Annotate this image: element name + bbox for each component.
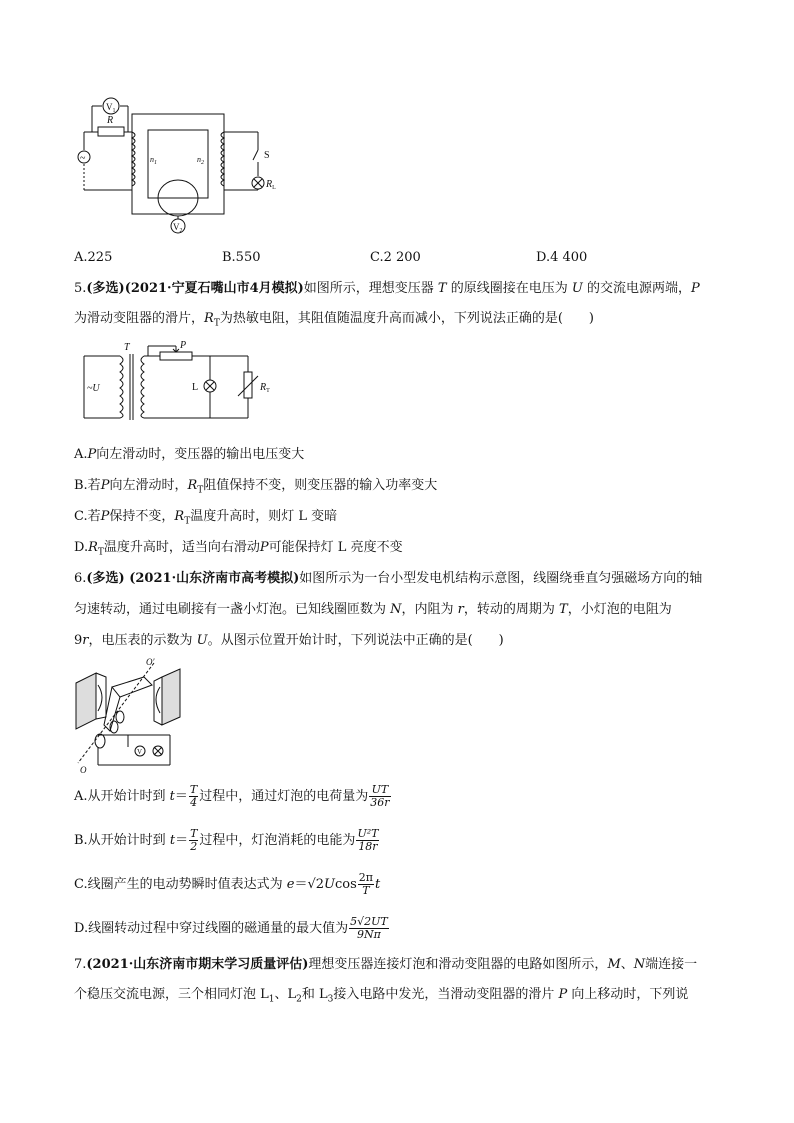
fig4-s-label: S bbox=[264, 150, 270, 161]
q6-option-d: D.线圈转动过程中穿过线圈的磁通量的最大值为 $\frac{5√2UT}{9N\pi}$ bbox=[74, 915, 388, 941]
q5-stem-line2: 为滑动变阻器的滑片，$R_T$为热敏电阻，其阻值随温度升高而减小，下列说法正确的是( ) bbox=[74, 311, 594, 329]
fig6-o-bot: O bbox=[80, 765, 87, 775]
fig5-rt-label: $R_T$ bbox=[260, 382, 270, 394]
q7-stem-line2: 个稳压交流电源，三个相同灯泡 $L_1$、$L_2$和 $L_3$接入电路中发光，当滑动变阻器的滑片 P 向上移动时，下列说 bbox=[74, 987, 689, 1005]
fig6-o-top: O′ bbox=[146, 657, 155, 667]
fig4-r-label: R bbox=[107, 115, 114, 126]
q6-option-a: A.从开始计时到 t＝ $\frac{T}{4}$ 过程中，通过灯泡的电荷量为 $\frac{UT}{36r}$ bbox=[74, 783, 390, 809]
q4-option-b: B.550 bbox=[222, 250, 261, 265]
q5-option-a: A.P向左滑动时，变压器的输出电压变大 bbox=[74, 447, 305, 462]
q5-option-d: $D.R_T$温度升高时，适当向右滑动P可能保持灯 L 亮度不变 bbox=[74, 540, 403, 558]
fig6-v-label: V bbox=[137, 748, 143, 756]
q7-stem-line1: 7.(2021·山东济南市期末学习质量评估)理想变压器连接灯泡和滑动变阻器的电路如图所示，M、N端连接一 bbox=[74, 957, 698, 972]
fig5-u-label: ~U bbox=[87, 383, 100, 394]
q6-stem-line1: 6.(多选) (2021·山东济南市高考模拟)如图所示为一台小型发电机结构示意图，线圈绕垂直匀强磁场方向的轴 bbox=[74, 571, 703, 586]
q4-option-a: A.225 bbox=[74, 250, 113, 265]
q6-stem-line3: 9r，电压表的示数为 U。从图示位置开始计时，下列说法中正确的是( ) bbox=[74, 633, 504, 648]
fig4-n1-label: $n_1$ bbox=[150, 155, 157, 166]
figure-generator bbox=[70, 655, 190, 775]
fig5-t-label: T bbox=[124, 342, 130, 353]
q6-stem-line2: 匀速转动，通过电刷接有一盏小灯泡。已知线圈匝数为 N，内阻为 r，转动的周期为 T，小灯泡的电阻为 bbox=[74, 602, 672, 617]
q5-option-c: C.若P保持不变，$R_T$温度升高时，则灯 L 变暗 bbox=[74, 509, 338, 527]
q6-option-c: C.线圈产生的电动势瞬时值表达式为 e＝√2Ucos $\frac{2\pi}{T}$ t bbox=[74, 871, 381, 897]
fig5-l-label: L bbox=[192, 382, 199, 393]
q5-stem-line1: 5.(多选)(2021·宁夏石嘴山市4月模拟)如图所示，理想变压器 T 的原线圈接在电压为 U 的交流电源两端，P bbox=[74, 281, 700, 296]
fig4-v2-label: $V_2$ bbox=[173, 222, 183, 234]
fig4-ac-symbol: ~ bbox=[80, 153, 86, 164]
figure-transformer-rheostat bbox=[70, 340, 290, 432]
fig5-p-label: P bbox=[180, 340, 187, 351]
fig4-n2-label: $n_2$ bbox=[197, 155, 204, 166]
q6-option-b: B.从开始计时到 t＝ $\frac{T}{2}$ 过程中，灯泡消耗的电能为 $\frac{\text{U²T}}{18r}$ bbox=[74, 827, 379, 853]
q4-option-d: D.4 400 bbox=[536, 250, 588, 265]
fig4-v1-label: $V_1$ bbox=[106, 102, 116, 114]
figure-transformer-voltmeters bbox=[70, 92, 280, 242]
q5-option-b: B.若P向左滑动时，$R_T$阻值保持不变，则变压器的输入功率变大 bbox=[74, 478, 438, 496]
fig4-rl-label: $R_L$ bbox=[266, 179, 276, 191]
q4-option-c: C.2 200 bbox=[370, 250, 421, 265]
